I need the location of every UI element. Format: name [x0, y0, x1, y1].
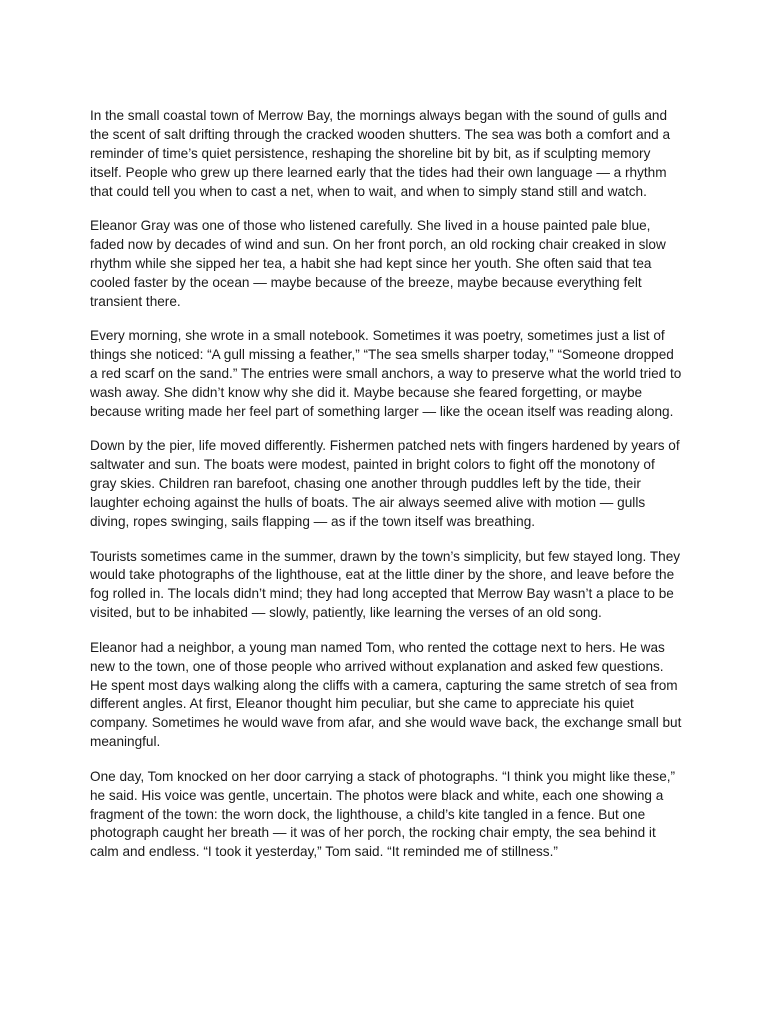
paragraph: Every morning, she wrote in a small notebook. Sometimes it was poetry, sometimes just a list of things she noticed: “A gull missing a feather,” “The sea smells sharper today,” “Someone dropped a red scarf on the sand.” The entries were small anchors, a way to preserve what the world tried to wash away. She didn’t know why she did it. Maybe because she feared forgetting, or maybe because writing made her feel part of something larger — like the ocean itself was reading along. — [90, 328, 682, 419]
paragraph: Down by the pier, life moved differently. Fishermen patched nets with fingers hardened by years of saltwater and sun. The boats were modest, painted in bright colors to fight off the monotony of gray skies. Children ran barefoot, chasing one another through puddles left by the tide, their laughter echoing against the hulls of boats. The air always seemed alive with motion — gulls diving, ropes swinging, sails flapping — as if the town itself was breathing. — [90, 438, 680, 529]
paragraph: One day, Tom knocked on her door carrying a stack of photographs. “I think you might like these,” he said. His voice was gentle, uncertain. The photos were black and white, each one showing a fragment of the town: the worn dock, the lighthouse, a child’s kite tangled in a fence. But one photograph caught her breath — it was of her porch, the rocking chair empty, the sea behind it calm and endless. “I took it yesterday,” Tom said. “It reminded me of stillness.” — [90, 768, 676, 860]
paragraph: Eleanor had a neighbor, a young man named Tom, who rented the cottage next to hers. He was new to the town, one of those people who arrived without explanation and asked few questions. He spent most days walking along the cliffs with a camera, capturing the same stretch of sea from different angles. At first, Eleanor thought him peculiar, but she came to appreciate his quiet company. Sometimes he would wave from afar, and she would wave back, the exchange small but meaningful. — [90, 639, 682, 750]
paragraph: Tourists sometimes came in the summer, drawn by the town’s simplicity, but few stayed long. They would take photographs of the lighthouse, eat at the little diner by the shore, and leave before the fog rolled in. The locals didn’t mind; they had long accepted that Merrow Bay wasn’t a place to be visited, but to be inhabited — slowly, patiently, like learning the verses of an old song. — [90, 548, 681, 621]
paragraph: Eleanor Gray was one of those who listened carefully. She lived in a house painted pale blue, faded now by decades of wind and sun. On her front porch, an old rocking chair creaked in slow rhythm while she sipped her tea, a habit she had kept since her youth. She often said that tea cooled faster by the ocean — maybe because of the breeze, maybe because everything felt transient there. — [90, 218, 666, 309]
document-body — [90, 107, 682, 878]
paragraph: In the small coastal town of Merrow Bay, the mornings always began with the sound of gulls and the scent of salt drifting through the cracked wooden shutters. The sea was both a comfort and a reminder of time’s quiet persistence, reshaping the shoreline bit by bit, as if sculpting memory itself. People who grew up there learned early that the tides had their own language — a rhythm that could tell you when to cast a net, when to wait, and when to simply stand still and watch. — [90, 108, 671, 199]
